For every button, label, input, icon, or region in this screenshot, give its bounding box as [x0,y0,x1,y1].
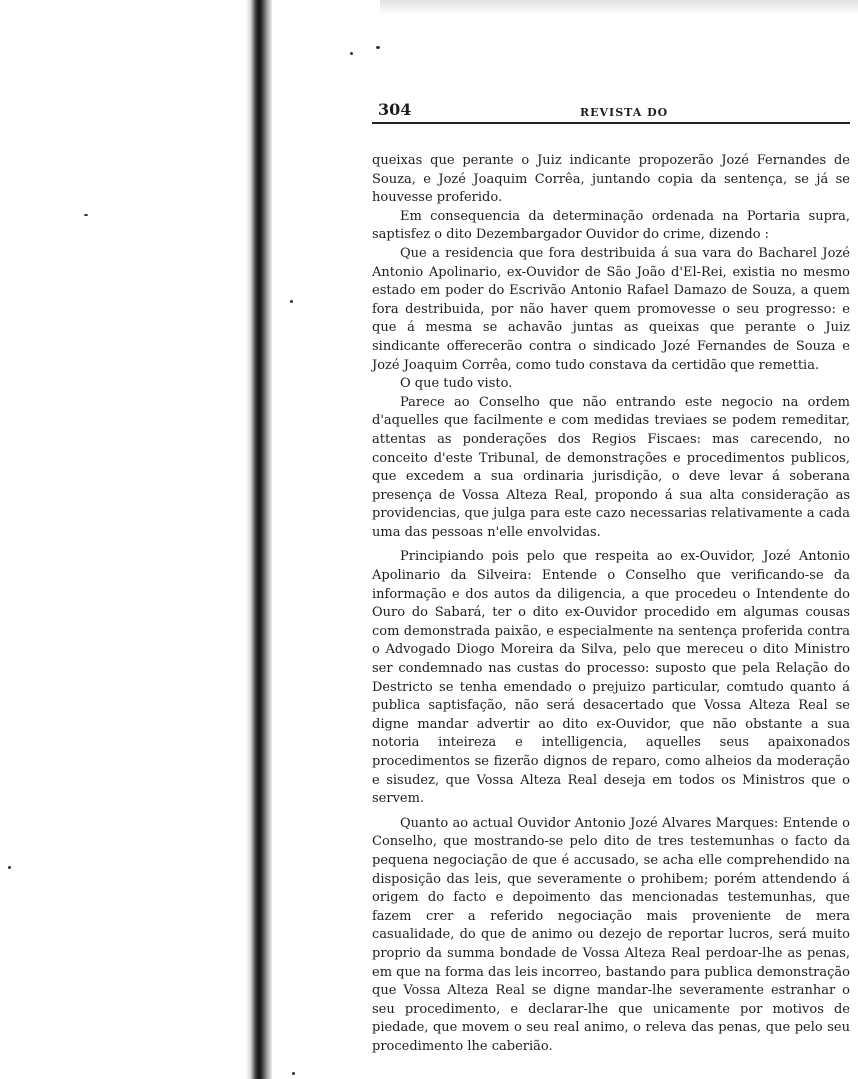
scan-smudge [380,0,858,14]
running-title: REVISTA DO [580,106,669,119]
paragraph: Parece ao Conselho que não entrando este negocio na ordem d'aquelles que facilmente e com medidas treviaes se podem remeditar, attentas as ponderações dos Regios Fiscaes: mas carecendo, no conceito d'este Tribunal, de demonstrações e procedimentos publicos, que excedem a sua ordinaria jurisdição, o deve levar á soberana presença de Vossa Alteza Real, propondo á sua alta consideração as providencias, que julga para este cazo necessarias relativamente a cada uma das pessoas n'elle envolvidas. [372,394,850,540]
scan-speck [84,214,88,216]
scan-speck [292,1072,295,1075]
book-gutter [246,0,272,1079]
body-text [372,152,850,1057]
scan-speck [376,46,380,49]
text-page [372,100,850,1057]
paragraph: queixas que perante o Juiz indicante propozerão Jozé Fernandes de Souza, e Jozé Joaquim Corrêa, juntando copia da sentença, se já se houvesse proferido. [372,153,850,206]
paragraph: Principiando pois pelo que respeita ao ex-Ouvidor, Jozé Antonio Apolinario da Silveira: Entende o Conselho que verificando-se da informação e dos autos da diligencia, a que procedeu o Intendente do Ouro do Sabará, ter o dito ex-Ouvidor procedido em algumas cousas com demonstrada paixão, e especialmente na sentença proferida contra o Advogado Diogo Moreira da Silva, pelo que mereceu o dito Ministro ser condemnado nas custas do processo: suposto que pela Relação do Destricto se tenha emendado o prejuizo particular, comtudo quanto á publica saptisfação, não será desacertado que Vossa Alteza Real se digne mandar advertir ao dito ex-Ouvidor, que não obstante a sua notoria inteireza e intelligencia, aquelles seus apaixonados procedimentos se fizerão dignos de reparo, como alheios da moderação e sisudez, que Vossa Alteza Real deseja em todos os Ministros que o servem. [372,549,850,807]
scan-speck [350,52,353,55]
paragraph: Quanto ao actual Ouvidor Antonio Jozé Alvares Marques: Entende o Conselho, que mostrando-se pelo dito de tres testemunhas o facto da pequena negociação de que é accusado, se acha elle comprehendido na disposição das leis, que severamente o prohibem; porém attendendo á origem do facto e depoimento das mencionadas testemunhas, que fazem crer a referido negociação mais proveniente de mera casualidade, do que de animo ou dezejo de reportar lucros, será muito proprio da summa bondade de Vossa Alteza Real perdoar-lhe as penas, em que na forma das leis incorreo, bastando para publica demonstração que Vossa Alteza Real se digne mandar-lhe severamente estranhar o seu procedimento, e declarar-lhe que unicamente por motivos de piedade, que movem o seu real animo, o releva das penas, que pelo seu procedimento lhe caberião. [372,815,850,1054]
paragraph: Em consequencia da determinação ordenada na Portaria supra, saptisfez o dito Dezembargador Ouvidor do crime, dizendo : [372,208,850,243]
facing-page-blank [0,0,258,1079]
paragraph: O que tudo visto. [400,376,513,392]
scan-speck [8,866,11,869]
page-header [372,100,850,124]
scan-speck [290,300,293,303]
page-number: 304 [378,100,412,119]
paragraph: Que a residencia que fora destribuida á sua vara do Bacharel Jozé Antonio Apolinario, ex-Ouvidor de São João d'El-Rei, existia no mesmo estado em poder do Escrivão Antonio Rafael Damazo de Souza, a quem fora destribuida, por não haver quem promovesse o seu progresso: e que á mesma se achavão juntas as queixas que perante o Juiz sindicante offerecerão contra o sindicado Jozé Fernandes de Souza e Jozé Joaquim Corrêa, como tudo constava da certidão que remettia. [372,245,850,373]
